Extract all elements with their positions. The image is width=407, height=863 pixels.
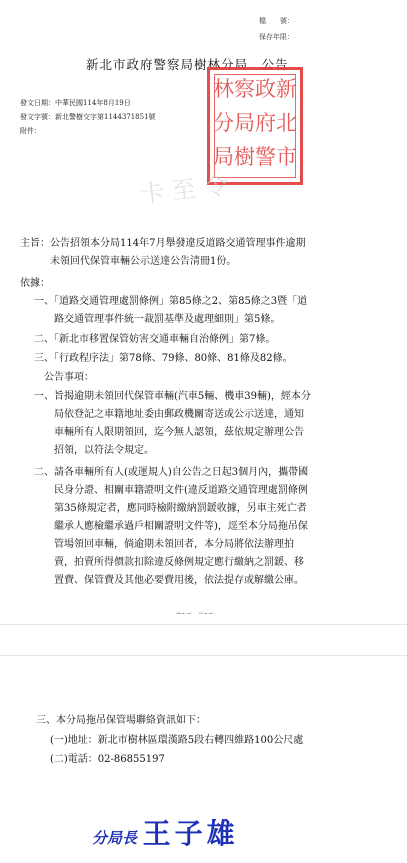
- notice-item-3: 三、本分局拖吊保管場聯絡資訊如下：: [36, 715, 206, 726]
- notice-item-2e: 管場領回車輛，倘逾期未領回者，本分局將依法辦理拍: [34, 539, 294, 550]
- seal-glyph: 新: [276, 77, 297, 101]
- file-number-label: 檔 號：: [259, 17, 294, 25]
- notice-item-2a: 二、請各車輛所有人(或運規人)自公告之日起3個月內，攜帶國: [34, 467, 309, 478]
- subject-line-1: 主旨：公告招領本分局114年7月舉發違反道路交通管理事件逾期: [20, 238, 306, 249]
- faint-watermark: 卡 至 令: [139, 171, 229, 209]
- seal-glyph: 警: [255, 145, 276, 169]
- contact-phone: (二)電話：02-86855197: [50, 754, 165, 765]
- signature-name: 王子雄: [142, 817, 239, 850]
- subject-line-2: 未領回代保管車輛公示送達公告清冊1份。: [20, 256, 237, 267]
- seal-glyph: 樹: [234, 145, 255, 169]
- seal-glyph: 市: [276, 145, 297, 169]
- basis-item-1b: 路交通管理事件統一裁罰基準及處理細則」第5條。: [34, 314, 281, 325]
- seal-glyph: 北: [276, 111, 297, 135]
- notice-item-1d: 招領，以符法令規定。: [34, 445, 154, 456]
- notice-item-2c: 第35條規定者，應同時檢附繳納罰鍰收據，另車主死亡者: [34, 503, 307, 514]
- seal-glyph: 林: [213, 77, 234, 101]
- page-break: [0, 614, 407, 666]
- notice-label: 公告事項：: [44, 372, 94, 383]
- page-title: 新北市政府警察局樹林分局 公告: [86, 57, 289, 72]
- signature-title: 分局長: [92, 829, 138, 847]
- retention-period-label: 保存年限：: [259, 33, 294, 41]
- basis-item-1a: 一、「道路交通管理處罰條例」第85條之2、第85條之3暨「道: [34, 296, 308, 307]
- notice-item-1a: 一、旨揭逾期未領回代保管車輛(汽車5輛、機車39輛)，經本分: [34, 391, 311, 402]
- notice-item-2b: 民身分證、相關車籍證明文件(違反道路交通管理處罰條例: [34, 485, 308, 496]
- seal-glyph: 府: [255, 111, 276, 135]
- contact-address: (一)地址：新北市樹林區環漢路5段右轉四維路100公尺處: [50, 735, 304, 746]
- basis-item-3: 三、「行政程序法」第78條、79條、80條、81條及82條。: [34, 353, 293, 364]
- notice-item-2d: 繼承人應檢繼承過戶相關證明文件等)，逕至本分局拖吊保: [34, 521, 308, 532]
- seal-glyph: 政: [255, 77, 276, 101]
- seal-glyph: 局: [234, 111, 255, 135]
- basis-item-2: 二、「新北市移置保管妨害交通車輛自治條例」第7條。: [34, 334, 276, 345]
- issue-date: 發文日期：中華民國114年8月19日: [20, 99, 131, 107]
- document-number: 發文字號：新北警樹交字第1144371851號: [20, 113, 156, 121]
- notice-item-2g: 置費、保管費及其他必要費用後，依法提存或解繳公庫。: [34, 575, 304, 586]
- seal-glyph: 分: [213, 111, 234, 135]
- notice-item-1c: 車輛所有人限期領回，迄今無人認領，茲依規定辦理公告: [34, 427, 304, 438]
- attachment-label: 附件：: [20, 127, 41, 135]
- seal-glyph: 察: [234, 77, 255, 101]
- signature: [92, 812, 239, 852]
- seal-glyph: 局: [213, 145, 234, 169]
- notice-item-1b: 局依登記之車籍地址委由郵政機關寄送或公示送達，通知: [34, 409, 304, 420]
- notice-item-2f: 賣，拍賣所得價款扣除違反條例規定應行繳納之罰鍰、移: [34, 557, 304, 568]
- basis-label: 依據：: [20, 278, 50, 289]
